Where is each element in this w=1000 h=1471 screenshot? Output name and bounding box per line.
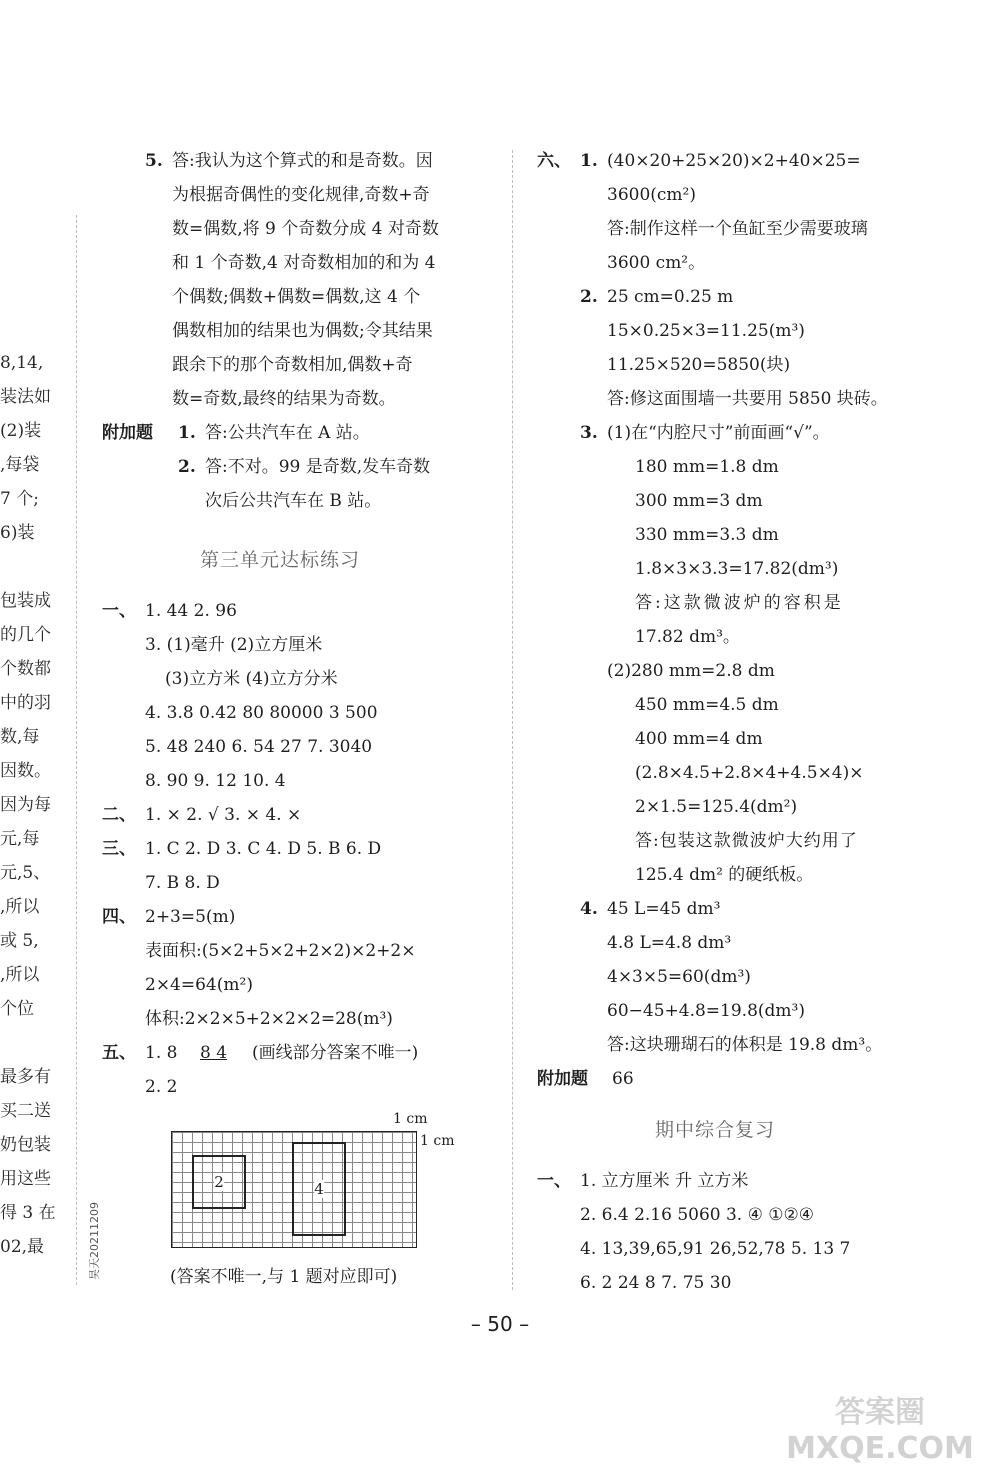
section-five-label: 五、 <box>102 1043 136 1063</box>
grid-note: (答案不唯一,与 1 题对应即可) <box>170 1267 398 1287</box>
bonus-line: 答:不对。99 是奇数,发车奇数 <box>205 457 431 477</box>
answer-line: 4.8 L=4.8 dm³ <box>607 933 732 953</box>
page-number: – 50 – <box>470 1312 530 1336</box>
answer-line: 3600(cm²) <box>607 185 696 205</box>
q5-line: 偶数相加的结果也为偶数;令其结果 <box>172 321 433 341</box>
fold-line: 装法如 <box>0 387 51 407</box>
answer-line: 1. 立方厘米 升 立方米 <box>580 1171 749 1191</box>
fold-line: 02,最 <box>0 1237 45 1257</box>
answer-line: 330 mm=3.3 dm <box>635 525 779 545</box>
answer-line: 答:制作这样一个鱼缸至少需要玻璃 <box>607 219 868 239</box>
fold-line: 用这些 <box>0 1169 51 1189</box>
answer-line: 2. 6.4 2.16 5060 3. ④ ①②④ <box>580 1205 814 1225</box>
answer-line: 8. 90 9. 12 10. 4 <box>145 771 286 791</box>
fold-line: 个位 <box>0 999 34 1019</box>
answer-line: 2×1.5=125.4(dm²) <box>635 797 798 817</box>
fold-line: 因为每 <box>0 795 51 815</box>
fold-line: ,每袋 <box>0 455 40 475</box>
section-title-midterm: 期中综合复习 <box>655 1119 776 1141</box>
q5-line: 为根据奇偶性的变化规律,奇数+奇 <box>172 185 430 205</box>
answer-line: 答:修这面围墙一共要用 5850 块砖。 <box>607 389 888 409</box>
fold-line: 得 3 在 <box>0 1203 56 1223</box>
answer-line: 2+3=5(m) <box>145 907 236 927</box>
fold-line: 8,14, <box>0 353 44 373</box>
fold-line: 因数。 <box>0 761 51 781</box>
bonus-answer: 66 <box>612 1069 634 1089</box>
watermark: 答案圈 MXQE.COM <box>786 1395 974 1466</box>
bonus-number: 2. <box>178 457 196 477</box>
fold-line: 的几个 <box>0 625 51 645</box>
fold-line: 个数都 <box>0 659 51 679</box>
answer-line: 1. 44 2. 96 <box>145 601 237 621</box>
answer-line: 125.4 dm² 的硬纸板。 <box>635 865 814 885</box>
fold-line: 6)装 <box>0 523 35 543</box>
answer-line: 1. 8 <box>145 1043 178 1063</box>
fold-line: 数,每 <box>0 727 40 747</box>
answer-line: 15×0.25×3=11.25(m³) <box>607 321 805 341</box>
q5-line: 和 1 个奇数,4 对奇数相加的和为 4 <box>172 253 436 273</box>
bonus-label: 附加题 <box>102 423 153 443</box>
answer-line: 4. 13,39,65,91 26,52,78 5. 13 7 <box>580 1239 851 1259</box>
q-number: 1. <box>580 151 598 171</box>
fold-line: ,所以 <box>0 897 40 917</box>
answer-line: 180 mm=1.8 dm <box>635 457 779 477</box>
section-one-label: 一、 <box>537 1171 571 1191</box>
section-six-label: 六、 <box>537 151 571 171</box>
fold-line: 元,5、 <box>0 863 51 883</box>
answer-note: (画线部分答案不唯一) <box>252 1043 419 1063</box>
q5-line: 数=偶数,将 9 个奇数分成 4 对奇数 <box>172 219 439 239</box>
fold-line: ,所以 <box>0 965 40 985</box>
answer-line: 1.8×3×3.3=17.82(dm³) <box>635 559 839 579</box>
answer-line: 体积:2×2×5+2×2×2=28(m³) <box>145 1009 393 1029</box>
answer-line: (3)立方米 (4)立方分米 <box>165 669 338 689</box>
grid-height-label: 1 cm <box>420 1133 455 1149</box>
q5-line: 答:我认为这个算式的和是奇数。因 <box>172 151 433 171</box>
section-one-label: 一、 <box>102 601 136 621</box>
rectangle-4 <box>292 1142 346 1236</box>
answer-line: 4×3×5=60(dm³) <box>607 967 751 987</box>
section-three-label: 三、 <box>102 839 136 859</box>
answer-line: 1. × 2. √ 3. × 4. × <box>145 805 302 825</box>
section-title-unit3: 第三单元达标练习 <box>200 549 361 571</box>
section-two-label: 二、 <box>102 805 136 825</box>
underlined-answer: 8 4 <box>200 1043 228 1063</box>
fold-line: 7 个; <box>0 489 39 509</box>
fold-line: 中的羽 <box>0 693 51 713</box>
q5-number: 5. <box>145 151 163 171</box>
q5-line: 个偶数;偶数+偶数=偶数,这 4 个 <box>172 287 421 307</box>
answer-line: 2×4=64(m²) <box>145 975 253 995</box>
fold-line: 奶包装 <box>0 1135 51 1155</box>
grid-width-label: 1 cm <box>393 1111 428 1127</box>
answer-line: 45 L=45 dm³ <box>607 899 721 919</box>
answer-line: 3. (1)毫升 (2)立方厘米 <box>145 635 323 655</box>
answer-line: (2.8×4.5+2.8×4+4.5×4)× <box>635 763 864 783</box>
bonus-label: 附加题 <box>537 1069 588 1089</box>
q-number: 3. <box>580 423 598 443</box>
answer-line: 2. 2 <box>145 1077 178 1097</box>
binding-dashed-line <box>76 215 77 1285</box>
answer-line: 1. C 2. D 3. C 4. D 5. B 6. D <box>145 839 382 859</box>
answer-line: 6. 2 24 8 7. 75 30 <box>580 1273 732 1293</box>
answer-line: 4. 3.8 0.42 80 80000 3 500 <box>145 703 378 723</box>
fold-line: 最多有 <box>0 1067 51 1087</box>
answer-line: 表面积:(5×2+5×2+2×2)×2+2× <box>145 941 416 961</box>
bonus-line: 次后公共汽车在 B 站。 <box>205 491 382 511</box>
section-four-label: 四、 <box>102 907 136 927</box>
answer-line: 17.82 dm³。 <box>635 627 740 647</box>
square-grid <box>171 1131 417 1248</box>
answer-line: (40×20+25×20)×2+40×25= <box>607 151 861 171</box>
answer-line: 3600 cm²。 <box>607 253 706 273</box>
answer-line: 5. 48 240 6. 54 27 7. 3040 <box>145 737 373 757</box>
fold-line: 买二送 <box>0 1101 51 1121</box>
q-number: 4. <box>580 899 598 919</box>
answer-line: 25 cm=0.25 m <box>607 287 734 307</box>
answer-line: 7. B 8. D <box>145 873 220 893</box>
answer-line: 答:这块珊瑚石的体积是 19.8 dm³。 <box>607 1035 883 1055</box>
q5-line: 数=奇数,最终的结果为奇数。 <box>172 389 396 409</box>
answer-line: (2)280 mm=2.8 dm <box>607 661 775 681</box>
fold-line: 元,每 <box>0 829 40 849</box>
answer-line: 450 mm=4.5 dm <box>635 695 779 715</box>
answer-line: 300 mm=3 dm <box>635 491 763 511</box>
rectangle-2-label: 2 <box>214 1173 224 1191</box>
fold-line: (2)装 <box>0 421 42 441</box>
fold-line: 包装成 <box>0 591 51 611</box>
answer-line: 答:这款微波炉的容积是 <box>635 593 844 613</box>
bonus-number: 1. <box>178 423 196 443</box>
margin-code: 昊天20211209 <box>88 1202 101 1280</box>
q-number: 2. <box>580 287 598 307</box>
fold-line: 或 5, <box>0 931 39 951</box>
answer-line: 11.25×520=5850(块) <box>607 355 791 375</box>
rectangle-4-label: 4 <box>314 1180 324 1198</box>
answer-line: 400 mm=4 dm <box>635 729 763 749</box>
q5-line: 跟余下的那个奇数相加,偶数+奇 <box>172 355 413 375</box>
rectangle-2 <box>192 1155 246 1209</box>
answer-line: 60−45+4.8=19.8(dm³) <box>607 1001 805 1021</box>
answer-line: (1)在“内腔尺寸”前面画“√”。 <box>607 423 830 443</box>
answer-line: 答:包装这款微波炉大约用了 <box>635 831 858 851</box>
bonus-line: 答:公共汽车在 A 站。 <box>205 423 370 443</box>
column-separator <box>512 150 513 1290</box>
